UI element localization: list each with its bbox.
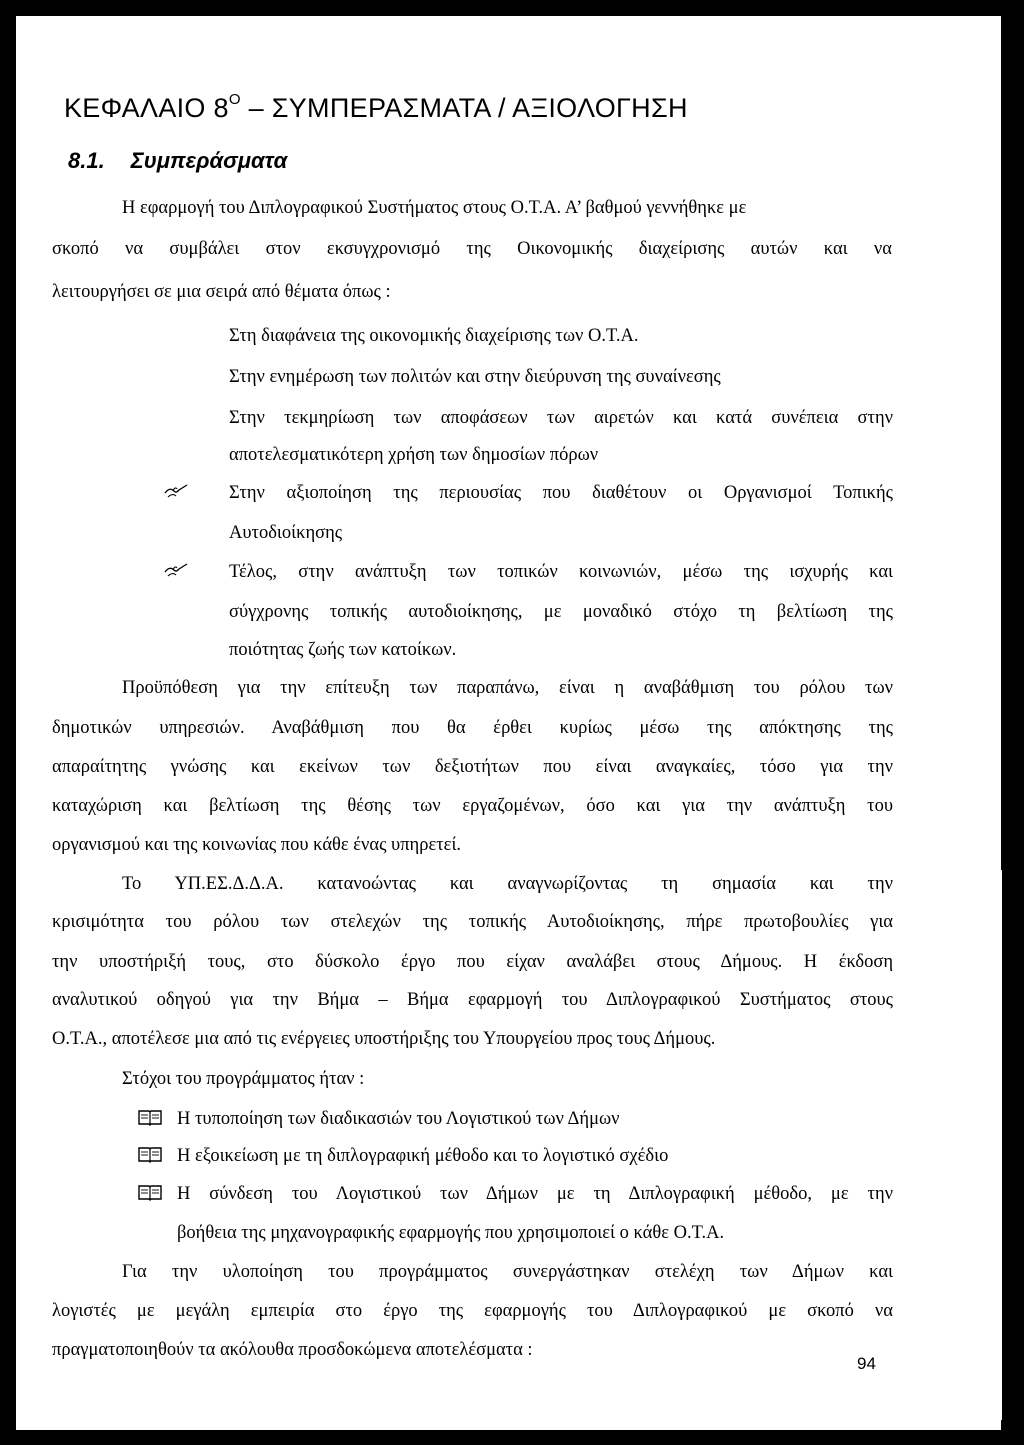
scan-margin-line	[1000, 870, 1002, 1420]
paragraph-line: αναλυτικού οδηγού για την Βήμα – Βήμα εφαρμογή του Διπλογραφικού Συστήματος στους	[52, 990, 893, 1010]
topic-item-text: Στην αξιοποίηση της περιουσίας που διαθέτουν οι Οργανισμοί Τοπικής	[229, 483, 893, 503]
chapter-superscript: Ο	[228, 91, 241, 108]
page-number: 94	[857, 1354, 876, 1373]
intro-line: λειτουργήσει σε μια σειρά από θέματα όπως :	[52, 282, 391, 302]
goals-intro: Στόχοι του προγράμματος ήταν :	[122, 1069, 365, 1089]
goal-item-text: Η εξοικείωση με τη διπλογραφική μέθοδο και το λογιστικό σχέδιο	[177, 1146, 669, 1166]
book-icon	[138, 1145, 162, 1163]
paragraph-line: Το ΥΠ.ΕΣ.Δ.Δ.Α. κατανοώντας και αναγνωρίζοντας τη σημασία και την	[122, 874, 893, 894]
chapter-title: – ΣΥΜΠΕΡΑΣΜΑΤΑ / ΑΞΙΟΛΟΓΗΣΗ	[240, 93, 688, 123]
paragraph-line: κρισιμότητα του ρόλου των στελεχών της τοπικής Αυτοδιοίκησης, πήρε πρωτοβουλίες για	[52, 912, 893, 932]
paragraph-line: καταχώριση και βελτίωση της θέσης των εργαζομένων, όσο και για την ανάπτυξη του	[52, 796, 893, 816]
goal-item-text: βοήθεια της μηχανογραφικής εφαρμογής που χρησιμοποιεί ο κάθε Ο.Τ.Α.	[177, 1223, 725, 1243]
paragraph-line: δημοτικών υπηρεσιών. Αναβάθμιση που θα έρθει κυρίως μέσω της απόκτησης της	[52, 718, 893, 738]
chapter-label: ΚΕΦΑΛΑΙΟ 8	[64, 93, 229, 123]
paragraph-line: Προϋπόθεση για την επίτευξη των παραπάνω, είναι η αναβάθμιση του ρόλου των	[122, 678, 893, 698]
pen-hand-icon	[164, 483, 188, 499]
document-page	[16, 16, 1001, 1430]
paragraph-line: πραγματοποιηθούν τα ακόλουθα προσδοκώμενα αποτελέσματα :	[52, 1340, 533, 1360]
book-icon	[138, 1108, 162, 1126]
topic-item-text: Στη διαφάνεια της οικονομικής διαχείρισης των Ο.Τ.Α.	[229, 326, 639, 346]
intro-line: σκοπό να συμβάλει στον εκσυγχρονισμό της Οικονομικής διαχείρισης αυτών και να	[52, 239, 892, 259]
topic-item-text: αποτελεσματικότερη χρήση των δημοσίων πόρων	[229, 445, 599, 465]
topic-item-text: Στην ενημέρωση των πολιτών και στην διεύρυνση της συναίνεσης	[229, 367, 721, 387]
paragraph-line: την υποστήριξή τους, στο δύσκολο έργο που είχαν αναλάβει στους Δήμους. Η έκδοση	[52, 952, 893, 972]
paragraph-line: Για την υλοποίηση του προγράμματος συνεργάστηκαν στελέχη των Δήμων και	[122, 1262, 893, 1282]
topic-item-text: ποιότητας ζωής των κατοίκων.	[229, 640, 457, 660]
section-number: 8.1.	[68, 148, 105, 173]
chapter-heading	[64, 93, 688, 124]
topic-item-text: Τέλος, στην ανάπτυξη των τοπικών κοινωνιών, μέσω της ισχυρής και	[229, 562, 893, 582]
intro-line: Η εφαρμογή του Διπλογραφικού Συστήματος στους Ο.Τ.Α. Α’ βαθμού γεννήθηκε με	[122, 198, 747, 218]
goal-item-text: Η σύνδεση του Λογιστικού των Δήμων με τη Διπλογραφική μέθοδο, με την	[177, 1184, 893, 1204]
section-title: Συμπεράσματα	[130, 148, 288, 173]
paragraph-line: Ο.Τ.Α., αποτέλεσε μια από τις ενέργειες υποστήριξης του Υπουργείου προς τους Δήμους.	[52, 1029, 716, 1049]
section-heading	[68, 148, 287, 174]
topic-item-text: σύγχρονης τοπικής αυτοδιοίκησης, με μοναδικό στόχο τη βελτίωση της	[229, 602, 893, 622]
topic-item-text: Αυτοδιοίκησης	[229, 523, 343, 543]
book-icon	[138, 1183, 162, 1201]
pen-hand-icon	[164, 562, 188, 578]
goal-item-text: Η τυποποίηση των διαδικασιών του Λογιστικού των Δήμων	[177, 1109, 620, 1129]
paragraph-line: λογιστές με μεγάλη εμπειρία στο έργο της εφαρμογής του Διπλογραφικού με σκοπό να	[52, 1301, 893, 1321]
paragraph-line: απαραίτητης γνώσης και εκείνων των δεξιοτήτων που είναι αναγκαίες, τόσο για την	[52, 757, 893, 777]
paragraph-line: οργανισμού και της κοινωνίας που κάθε ένας υπηρετεί.	[52, 835, 462, 855]
topic-item-text: Στην τεκμηρίωση των αποφάσεων των αιρετών και κατά συνέπεια στην	[229, 408, 893, 428]
